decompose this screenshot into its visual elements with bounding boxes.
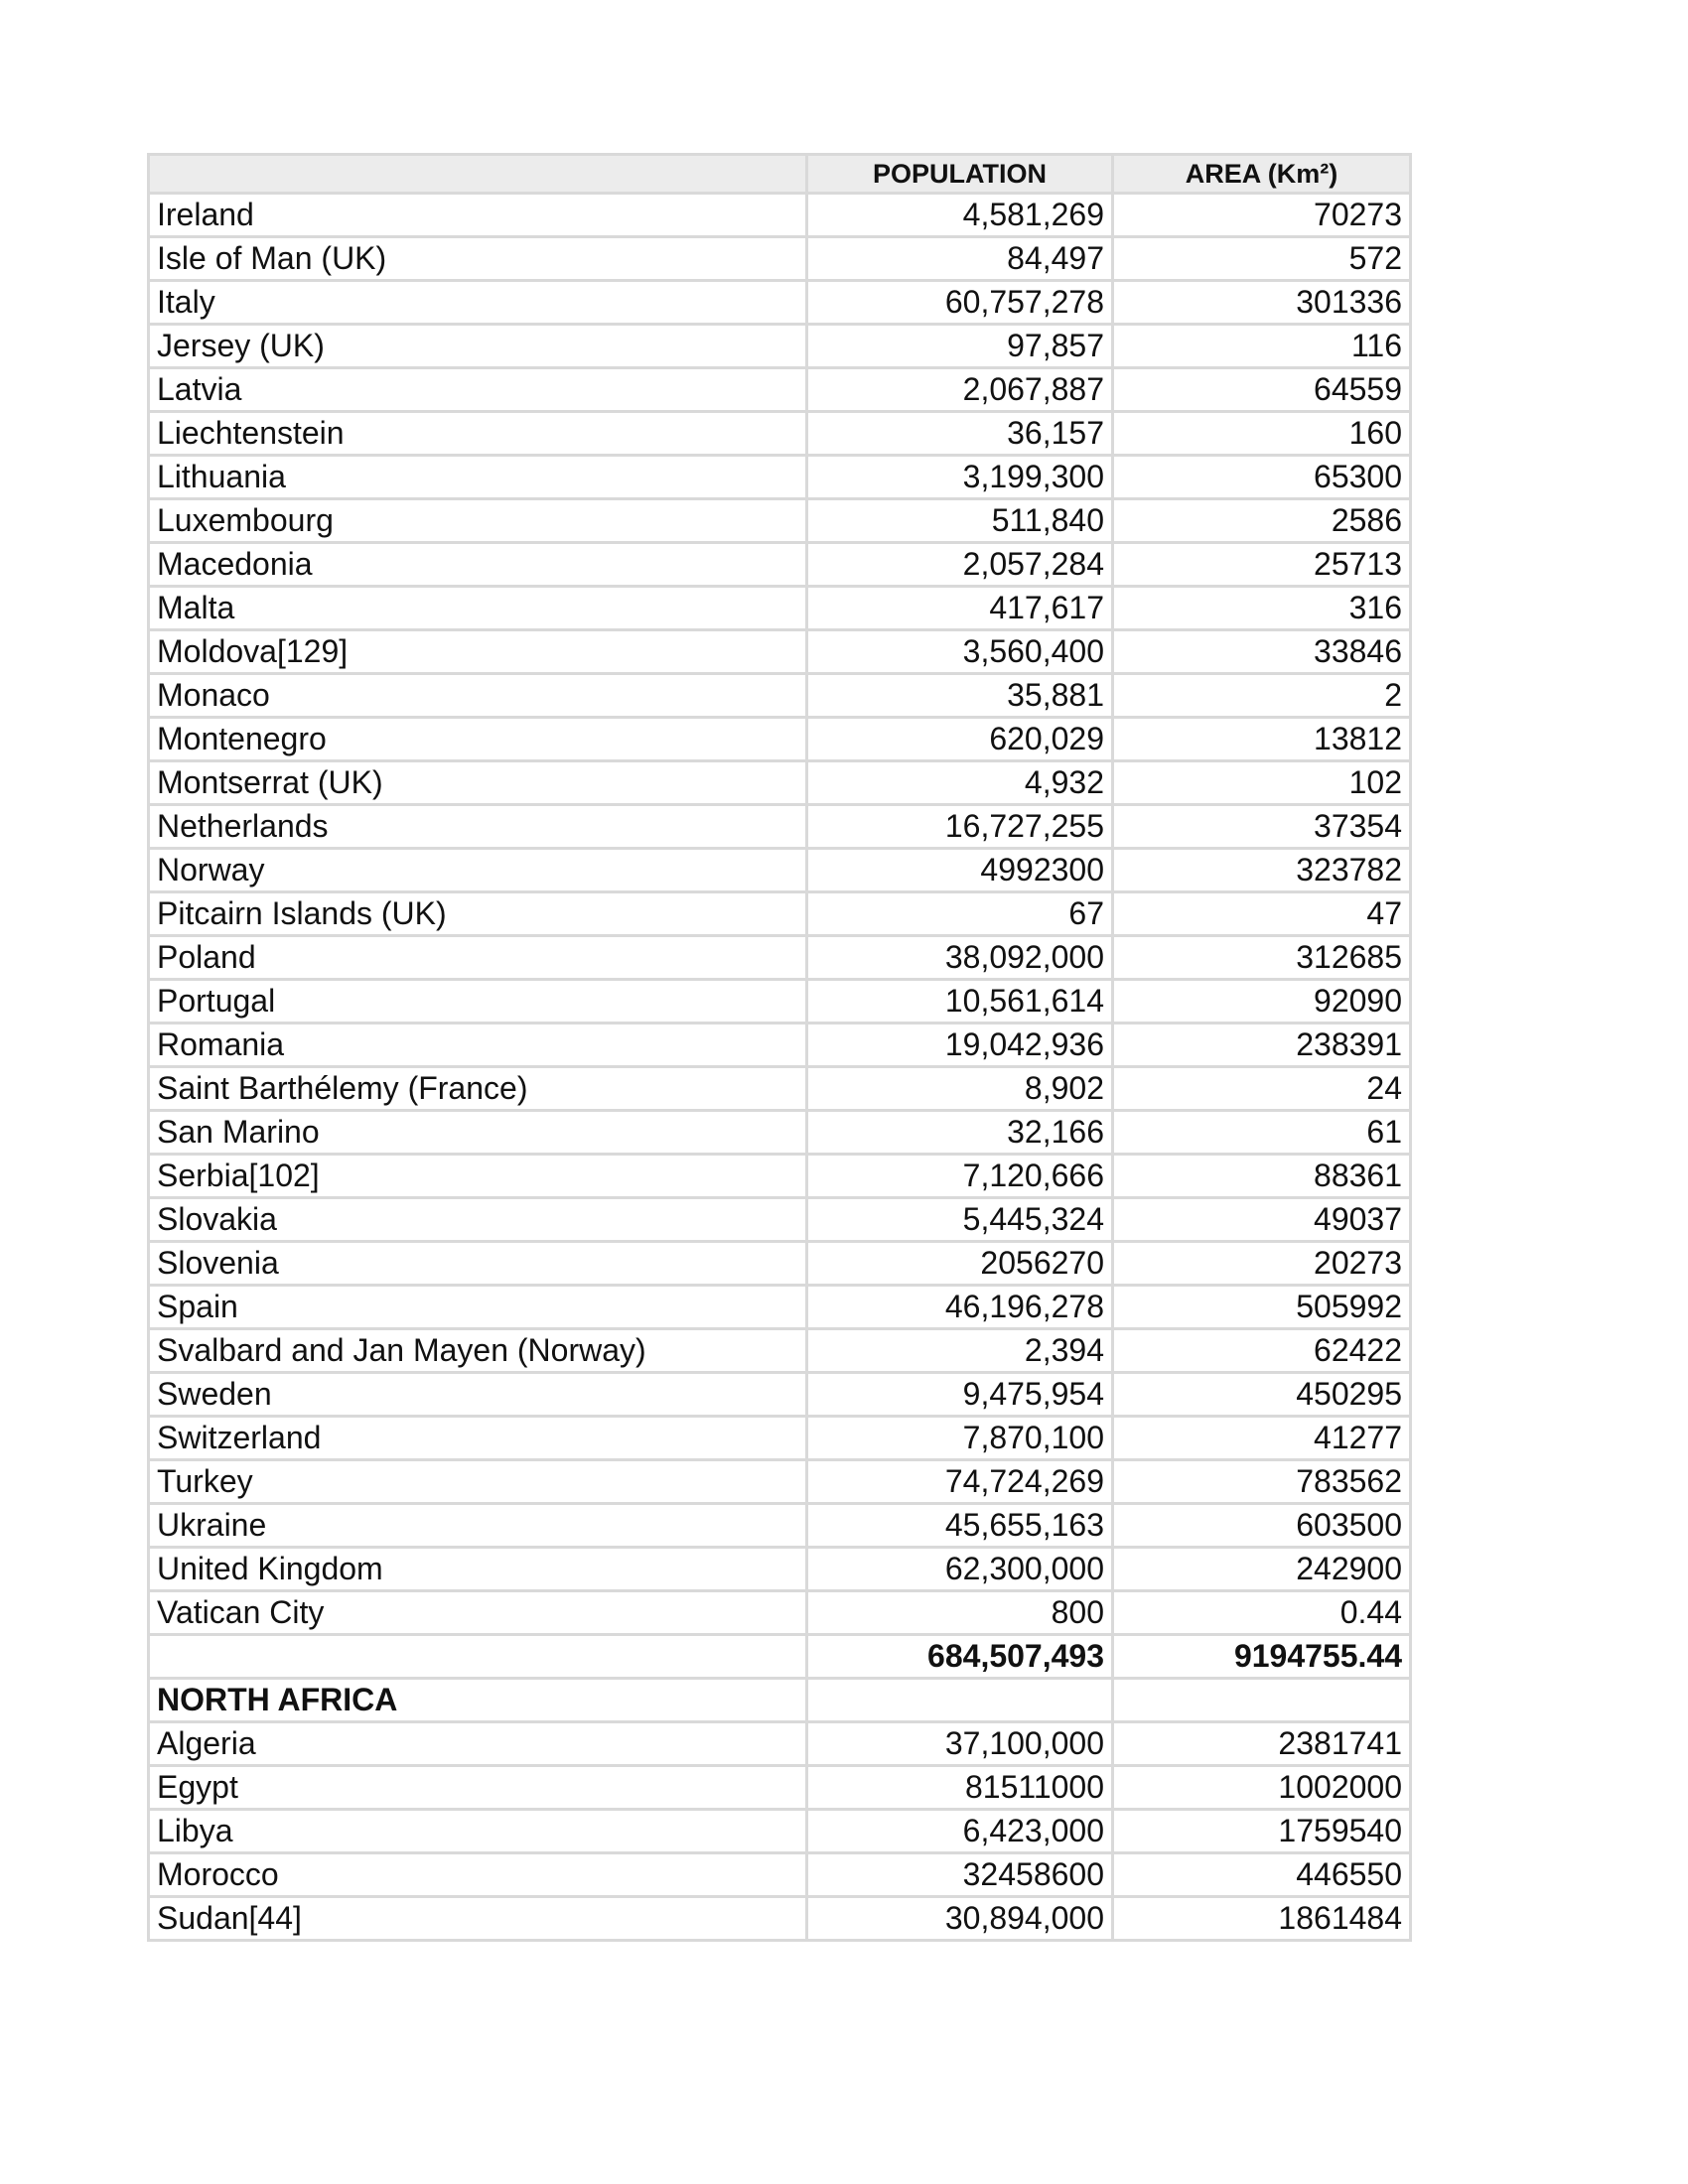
cell-area: 2586 <box>1113 499 1411 543</box>
cell-area: 49037 <box>1113 1198 1411 1242</box>
cell-population: 36,157 <box>807 412 1113 456</box>
table-row <box>149 412 1411 456</box>
cell-country: Algeria <box>149 1722 807 1766</box>
cell-area: 160 <box>1113 412 1411 456</box>
cell-area: 316 <box>1113 587 1411 630</box>
cell-population: 32,166 <box>807 1111 1113 1155</box>
header-name <box>149 155 807 194</box>
cell-area: 450295 <box>1113 1373 1411 1417</box>
cell-population: 417,617 <box>807 587 1113 630</box>
table-row <box>149 1373 1411 1417</box>
cell-country: Svalbard and Jan Mayen (Norway) <box>149 1329 807 1373</box>
cell-population: 7,870,100 <box>807 1417 1113 1460</box>
cell-population: 60,757,278 <box>807 281 1113 325</box>
cell-country: Sweden <box>149 1373 807 1417</box>
cell-population: 19,042,936 <box>807 1024 1113 1067</box>
cell-country: Luxembourg <box>149 499 807 543</box>
table-row <box>149 1591 1411 1635</box>
table-row <box>149 325 1411 368</box>
cell-population: 2,057,284 <box>807 543 1113 587</box>
cell-area: 9194755.44 <box>1113 1635 1411 1679</box>
cell-population: 62,300,000 <box>807 1548 1113 1591</box>
table-row <box>149 281 1411 325</box>
cell-area: 1861484 <box>1113 1897 1411 1941</box>
table-row <box>149 630 1411 674</box>
cell-area: 0.44 <box>1113 1591 1411 1635</box>
table-row <box>149 1548 1411 1591</box>
table-row <box>149 674 1411 718</box>
cell-population: 7,120,666 <box>807 1155 1113 1198</box>
table-row <box>149 1810 1411 1853</box>
cell-country: Serbia[102] <box>149 1155 807 1198</box>
header-row <box>149 155 1411 194</box>
cell-country: Portugal <box>149 980 807 1024</box>
table-row <box>149 194 1411 237</box>
cell-population: 74,724,269 <box>807 1460 1113 1504</box>
table-row <box>149 761 1411 805</box>
cell-country: Lithuania <box>149 456 807 499</box>
cell-country: Montserrat (UK) <box>149 761 807 805</box>
cell-area: 2381741 <box>1113 1722 1411 1766</box>
cell-area: 13812 <box>1113 718 1411 761</box>
cell-country: Jersey (UK) <box>149 325 807 368</box>
cell-population: 81511000 <box>807 1766 1113 1810</box>
cell-country: Montenegro <box>149 718 807 761</box>
cell-area: 47 <box>1113 892 1411 936</box>
table-row <box>149 587 1411 630</box>
cell-area: 70273 <box>1113 194 1411 237</box>
cell-area: 1002000 <box>1113 1766 1411 1810</box>
cell-country: Malta <box>149 587 807 630</box>
cell-population: 2,394 <box>807 1329 1113 1373</box>
cell-area: 301336 <box>1113 281 1411 325</box>
cell-area: 238391 <box>1113 1024 1411 1067</box>
cell-area: 446550 <box>1113 1853 1411 1897</box>
cell-country: Vatican City <box>149 1591 807 1635</box>
cell-country: Italy <box>149 281 807 325</box>
table-row <box>149 1504 1411 1548</box>
cell-area: 2 <box>1113 674 1411 718</box>
cell-population: 38,092,000 <box>807 936 1113 980</box>
cell-area: 505992 <box>1113 1286 1411 1329</box>
cell-country: Macedonia <box>149 543 807 587</box>
cell-area: 242900 <box>1113 1548 1411 1591</box>
header-area: AREA (Km²) <box>1113 155 1411 194</box>
cell-area: 323782 <box>1113 849 1411 892</box>
cell-area: 783562 <box>1113 1460 1411 1504</box>
cell-population <box>807 1679 1113 1722</box>
table-row <box>149 1722 1411 1766</box>
table-row <box>149 1329 1411 1373</box>
cell-population: 4,581,269 <box>807 194 1113 237</box>
cell-area: 41277 <box>1113 1417 1411 1460</box>
cell-area: 64559 <box>1113 368 1411 412</box>
table-row <box>149 1417 1411 1460</box>
cell-population: 97,857 <box>807 325 1113 368</box>
table-row <box>149 1853 1411 1897</box>
cell-area: 25713 <box>1113 543 1411 587</box>
cell-country: Slovenia <box>149 1242 807 1286</box>
cell-country: Moldova[129] <box>149 630 807 674</box>
cell-area: 572 <box>1113 237 1411 281</box>
cell-population: 3,560,400 <box>807 630 1113 674</box>
table-row <box>149 456 1411 499</box>
cell-country: Romania <box>149 1024 807 1067</box>
table-row <box>149 1679 1411 1722</box>
cell-country: Latvia <box>149 368 807 412</box>
cell-population: 32458600 <box>807 1853 1113 1897</box>
cell-country: Norway <box>149 849 807 892</box>
cell-population: 67 <box>807 892 1113 936</box>
cell-country: Libya <box>149 1810 807 1853</box>
cell-population: 8,902 <box>807 1067 1113 1111</box>
cell-area: 33846 <box>1113 630 1411 674</box>
table-row <box>149 892 1411 936</box>
table-row <box>149 936 1411 980</box>
cell-country: Egypt <box>149 1766 807 1810</box>
cell-country: Slovakia <box>149 1198 807 1242</box>
table-row <box>149 805 1411 849</box>
cell-population: 10,561,614 <box>807 980 1113 1024</box>
cell-area: 1759540 <box>1113 1810 1411 1853</box>
cell-country: Turkey <box>149 1460 807 1504</box>
cell-country: Monaco <box>149 674 807 718</box>
table-row <box>149 499 1411 543</box>
cell-area: 62422 <box>1113 1329 1411 1373</box>
table-row <box>149 849 1411 892</box>
table-row <box>149 718 1411 761</box>
table-row <box>149 1766 1411 1810</box>
cell-area: 65300 <box>1113 456 1411 499</box>
table-row <box>149 1198 1411 1242</box>
cell-country: Morocco <box>149 1853 807 1897</box>
cell-country: Pitcairn Islands (UK) <box>149 892 807 936</box>
table-row <box>149 1242 1411 1286</box>
cell-country: Liechtenstein <box>149 412 807 456</box>
table-row <box>149 1067 1411 1111</box>
cell-area: 20273 <box>1113 1242 1411 1286</box>
cell-population: 5,445,324 <box>807 1198 1113 1242</box>
cell-country: Saint Barthélemy (France) <box>149 1067 807 1111</box>
cell-area <box>1113 1679 1411 1722</box>
table-row <box>149 980 1411 1024</box>
cell-population: 30,894,000 <box>807 1897 1113 1941</box>
cell-population: 9,475,954 <box>807 1373 1113 1417</box>
cell-country <box>149 1635 807 1679</box>
header-population: POPULATION <box>807 155 1113 194</box>
cell-population: 16,727,255 <box>807 805 1113 849</box>
cell-country: Spain <box>149 1286 807 1329</box>
cell-area: 603500 <box>1113 1504 1411 1548</box>
cell-country: Sudan[44] <box>149 1897 807 1941</box>
table-row <box>149 1635 1411 1679</box>
cell-country: Ireland <box>149 194 807 237</box>
cell-population: 620,029 <box>807 718 1113 761</box>
cell-population: 800 <box>807 1591 1113 1635</box>
table-row <box>149 543 1411 587</box>
table-row <box>149 1111 1411 1155</box>
cell-population: 2,067,887 <box>807 368 1113 412</box>
cell-population: 684,507,493 <box>807 1635 1113 1679</box>
table-row <box>149 1460 1411 1504</box>
table-row <box>149 1024 1411 1067</box>
cell-area: 88361 <box>1113 1155 1411 1198</box>
cell-area: 92090 <box>1113 980 1411 1024</box>
table-row <box>149 1286 1411 1329</box>
cell-population: 46,196,278 <box>807 1286 1113 1329</box>
cell-country: San Marino <box>149 1111 807 1155</box>
cell-population: 2056270 <box>807 1242 1113 1286</box>
cell-area: 116 <box>1113 325 1411 368</box>
table-row <box>149 237 1411 281</box>
table-row <box>149 368 1411 412</box>
cell-population: 35,881 <box>807 674 1113 718</box>
cell-country: Netherlands <box>149 805 807 849</box>
cell-country: United Kingdom <box>149 1548 807 1591</box>
cell-population: 45,655,163 <box>807 1504 1113 1548</box>
cell-population: 84,497 <box>807 237 1113 281</box>
cell-country: Poland <box>149 936 807 980</box>
cell-population: 511,840 <box>807 499 1113 543</box>
cell-area: 37354 <box>1113 805 1411 849</box>
table-row <box>149 1897 1411 1941</box>
cell-area: 24 <box>1113 1067 1411 1111</box>
cell-country: Ukraine <box>149 1504 807 1548</box>
cell-country: Switzerland <box>149 1417 807 1460</box>
cell-population: 3,199,300 <box>807 456 1113 499</box>
cell-population: 37,100,000 <box>807 1722 1113 1766</box>
cell-country: Isle of Man (UK) <box>149 237 807 281</box>
cell-area: 102 <box>1113 761 1411 805</box>
cell-area: 61 <box>1113 1111 1411 1155</box>
cell-country: NORTH AFRICA <box>149 1679 807 1722</box>
cell-population: 4,932 <box>807 761 1113 805</box>
cell-population: 6,423,000 <box>807 1810 1113 1853</box>
cell-area: 312685 <box>1113 936 1411 980</box>
country-data-table <box>147 153 1412 1942</box>
cell-population: 4992300 <box>807 849 1113 892</box>
table-row <box>149 1155 1411 1198</box>
